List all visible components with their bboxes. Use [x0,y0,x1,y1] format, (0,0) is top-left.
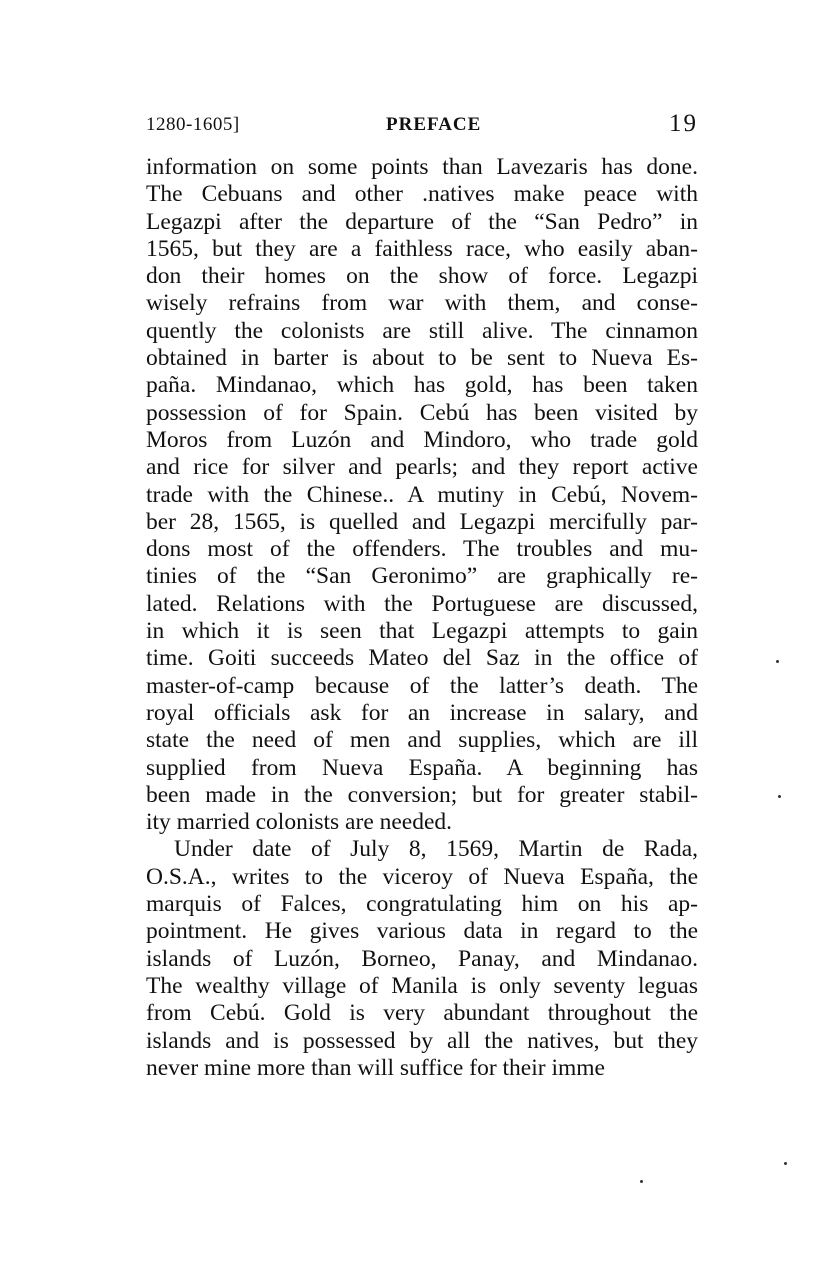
header-date-range: 1280-1605] [146,114,240,135]
text-line: master-of-camp because of the latter’s death. The [146,672,698,699]
text-line: O.S.A., writes to the viceroy of Nueva España, the [146,863,698,890]
text-line: time. Goiti succeeds Mateo del Saz in the office of [146,645,698,672]
text-line: islands of Luzón, Borneo, Panay, and Mindanao. [146,945,698,972]
text-line: Moros from Luzón and Mindoro, who trade gold [146,426,698,453]
text-line: state the need of men and supplies, which are ill [146,727,698,754]
text-line: quently the colonists are still alive. The cinnamon [146,317,698,344]
text-line: lated. Relations with the Portuguese are discussed, [146,590,698,617]
text-line: paña. Mindanao, which has gold, has been taken [146,372,698,399]
text-line: ber 28, 1565, is quelled and Legazpi mercifully par- [146,508,698,535]
paragraph [146,154,698,836]
text-line: trade with the Chinese.. A mutiny in Cebú, Novem- [146,481,698,508]
text-line: dons most of the offenders. The troubles and mu- [146,536,698,563]
text-line: and rice for silver and pearls; and they report active [146,454,698,481]
text-line: pointment. He gives various data in regard to the [146,918,698,945]
text-line: ity married colonists are needed. [146,809,453,836]
text-line: supplied from Nueva España. A beginning has [146,754,698,781]
header-title: PREFACE [386,114,482,135]
text-line: The wealthy village of Manila is only seventy leguas [146,972,698,999]
print-speck [640,1180,643,1183]
text-line: royal officials ask for an increase in salary, and [146,699,698,726]
text-line: tinies of the “San Geronimo” are graphically re- [146,563,698,590]
text-line: wisely refrains from war with them, and conse- [146,290,698,317]
body-text [146,154,698,1082]
text-line: from Cebú. Gold is very abundant throughout the [146,1000,698,1027]
text-line: don their homes on the show of force. Legazpi [146,263,698,290]
text-line: possession of for Spain. Cebú has been visited by [146,399,698,426]
running-header [146,110,698,142]
text-line: in which it is seen that Legazpi attempts to gain [146,618,698,645]
text-line: obtained in barter is about to be sent to Nueva Es- [146,345,698,372]
paragraph [146,836,698,1082]
text-line: Legazpi after the departure of the “San Pedro” in [146,208,698,235]
text-line: been made in the conversion; but for greater stabil- [146,781,698,808]
text-line: islands and is possessed by all the natives, but they [146,1027,698,1054]
print-speck [784,1162,787,1165]
text-line: never mine more than will suffice for their imme [146,1054,605,1081]
text-line: information on some points than Lavezaris has done. [146,154,698,180]
text-line: Under date of July 8, 1569, Martin de Rada, [174,836,698,863]
text-line: marquis of Falces, congratulating him on his ap- [146,891,698,918]
text-line: The Cebuans and other .natives make peace with [146,181,698,208]
text-line: 1565, but they are a faithless race, who easily aban- [146,235,698,262]
print-speck [776,660,779,663]
print-speck [778,795,781,798]
page-number: 19 [669,110,698,137]
